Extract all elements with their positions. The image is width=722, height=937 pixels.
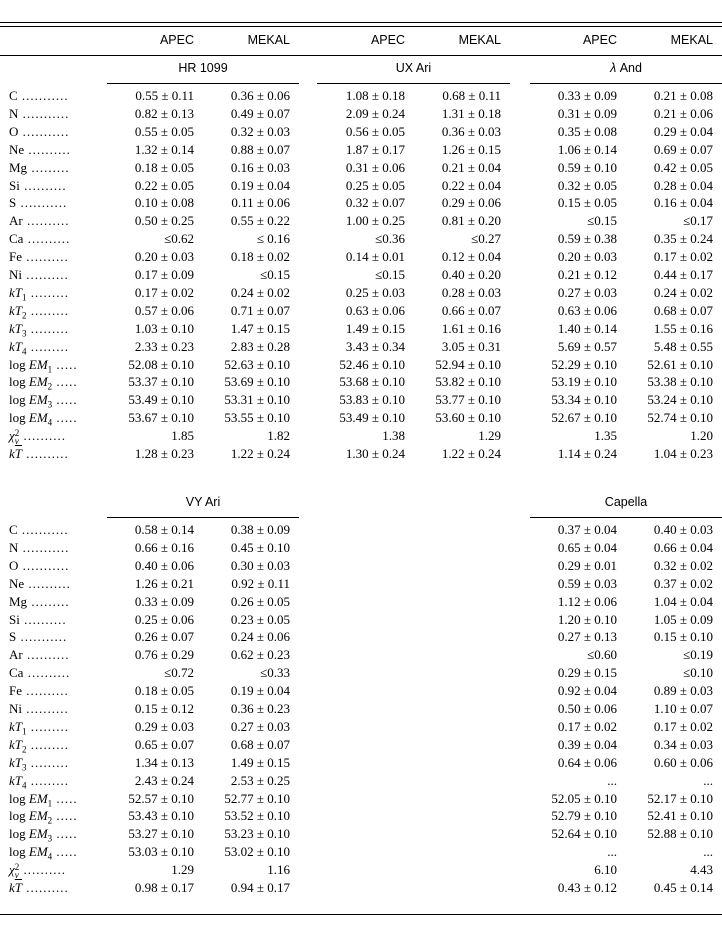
- table-cell: 53.19 ± 0.10: [551, 374, 617, 390]
- table-cell: 0.36 ± 0.06: [230, 88, 290, 103]
- row-label: Ne ..........: [9, 141, 71, 157]
- table-cell: 5.48 ± 0.55: [653, 338, 713, 354]
- table-cell: 2.09 ± 0.24: [345, 105, 405, 121]
- table-cell: ...: [703, 772, 713, 788]
- table-cell: 0.17 ± 0.02: [557, 718, 617, 734]
- table-cell: ≤ 0.16: [256, 231, 290, 247]
- table-cell: 1.22 ± 0.24: [230, 446, 290, 461]
- table-cell: 52.94 ± 0.10: [435, 356, 501, 372]
- table-cell: 0.19 ± 0.04: [230, 177, 290, 193]
- table-cell: 53.38 ± 0.10: [647, 374, 713, 390]
- table-cell: 0.17 ± 0.02: [134, 284, 194, 300]
- table-cell: 0.32 ± 0.07: [345, 195, 405, 211]
- row-label: S ...........: [9, 629, 68, 645]
- table-cell: 53.43 ± 0.10: [128, 808, 194, 824]
- table-cell: 0.15 ± 0.10: [653, 629, 713, 645]
- table-cell: 1.38: [382, 428, 405, 444]
- table-cell: ≤0.15: [375, 267, 405, 282]
- table-cell: 0.59 ± 0.10: [557, 159, 617, 175]
- table-cell: 0.57 ± 0.06: [134, 302, 194, 318]
- row-label: $k\overline{T}$ ..........: [9, 880, 69, 895]
- table-cell: 0.35 ± 0.08: [557, 123, 617, 139]
- row-label: Ne ..........: [9, 575, 71, 591]
- group-underline: [317, 83, 510, 84]
- table-cell: 0.10 ± 0.08: [134, 195, 194, 211]
- table-cell: 0.26 ± 0.05: [230, 593, 290, 609]
- table-cell: 0.66 ± 0.16: [134, 539, 194, 555]
- table-cell: ≤0.36: [375, 231, 405, 247]
- row-label: $\log EM_4$ .....: [9, 844, 78, 862]
- table-cell: 0.30 ± 0.03: [230, 557, 290, 573]
- table-cell: 2.33 ± 0.23: [134, 338, 194, 354]
- table-cell: 5.69 ± 0.57: [557, 338, 617, 354]
- row-label: $kT_4$ .........: [9, 338, 69, 357]
- table-cell: 0.65 ± 0.07: [134, 736, 194, 752]
- group-title: Capella: [604, 495, 648, 509]
- table-cell: 0.38 ± 0.09: [230, 522, 290, 537]
- table-cell: 2.43 ± 0.24: [134, 772, 194, 788]
- table-cell: 53.67 ± 0.10: [128, 410, 194, 426]
- table-cell: 53.31 ± 0.10: [224, 392, 290, 408]
- table-cell: 0.21 ± 0.06: [653, 105, 713, 121]
- table-cell: 52.29 ± 0.10: [551, 356, 617, 372]
- table-cell: 0.65 ± 0.04: [557, 539, 617, 555]
- table-cell: 1.20: [690, 428, 713, 444]
- table-cell: 1.47 ± 0.15: [230, 320, 290, 336]
- row-label: Fe ..........: [9, 249, 69, 265]
- table-cell: 1.00 ± 0.25: [345, 213, 405, 229]
- table-cell: 0.92 ± 0.04: [557, 683, 617, 699]
- row-label: $\log EM_1$ .....: [9, 790, 78, 809]
- row-label: Ca ..........: [9, 231, 71, 247]
- row-label: $kT_1$ .........: [9, 718, 69, 737]
- row-label: $kT_2$ .........: [9, 302, 69, 321]
- row-label: $kT_1$ .........: [9, 284, 69, 303]
- table-cell: ≤0.15: [587, 213, 617, 229]
- table-cell: 53.77 ± 0.10: [435, 392, 501, 408]
- column-header: MEKAL: [458, 33, 501, 47]
- table-cell: 0.24 ± 0.02: [653, 284, 713, 300]
- table-cell: 1.85: [171, 428, 194, 444]
- table-cell: 0.24 ± 0.06: [230, 629, 290, 645]
- row-label: $\log EM_2$ .....: [9, 374, 78, 392]
- table-cell: 1.55 ± 0.16: [653, 320, 713, 336]
- table-cell: 1.30 ± 0.24: [345, 446, 405, 461]
- table-cell: ≤0.15: [260, 267, 290, 282]
- table-cell: 53.55 ± 0.10: [224, 410, 290, 426]
- table-cell: 0.18 ± 0.05: [134, 683, 194, 699]
- table-cell: 52.61 ± 0.10: [647, 356, 713, 372]
- table-cell: 0.18 ± 0.05: [134, 159, 194, 175]
- table-cell: 0.11 ± 0.06: [231, 195, 290, 211]
- row-label: χ 2 ν ..........: [9, 862, 66, 881]
- table-cell: 53.82 ± 0.10: [435, 374, 501, 390]
- table-cell: 1.34 ± 0.13: [134, 754, 194, 770]
- table-cell: 52.77 ± 0.10: [224, 790, 290, 806]
- table-cell: 0.31 ± 0.09: [557, 105, 617, 121]
- table-cell: 1.35: [594, 428, 617, 444]
- table-cell: 0.29 ± 0.15: [557, 665, 617, 681]
- table-cell: 0.28 ± 0.04: [653, 177, 713, 193]
- table-cell: 1.04 ± 0.04: [653, 593, 713, 609]
- table-cell: 1.05 ± 0.09: [653, 611, 713, 627]
- table-cell: 1.29: [171, 862, 194, 878]
- table-cell: 0.37 ± 0.04: [557, 522, 617, 537]
- table-cell: 0.27 ± 0.03: [230, 718, 290, 734]
- table-cell: 0.34 ± 0.03: [653, 736, 713, 752]
- table-cell: 0.58 ± 0.14: [134, 522, 194, 537]
- table-cell: 0.15 ± 0.05: [557, 195, 617, 211]
- table-cell: 0.16 ± 0.03: [230, 159, 290, 175]
- row-label: Mg .........: [9, 159, 70, 175]
- table-cell: 0.27 ± 0.03: [557, 284, 617, 300]
- table-cell: 0.25 ± 0.05: [345, 177, 405, 193]
- table-cell: 0.17 ± 0.09: [134, 267, 194, 282]
- table-cell: 0.25 ± 0.03: [345, 284, 405, 300]
- table-cell: 52.08 ± 0.10: [128, 356, 194, 372]
- table-cell: 1.28 ± 0.23: [134, 446, 194, 461]
- table-cell: 3.05 ± 0.31: [441, 338, 501, 354]
- table-cell: 0.82 ± 0.13: [134, 105, 194, 121]
- row-label: Mg .........: [9, 593, 70, 609]
- table-cell: 6.10: [594, 862, 617, 878]
- table-cell: 52.57 ± 0.10: [128, 790, 194, 806]
- table-cell: 0.32 ± 0.02: [653, 557, 713, 573]
- table-cell: 0.20 ± 0.03: [557, 249, 617, 265]
- table-cell: 0.19 ± 0.04: [230, 683, 290, 699]
- table-cell: 0.63 ± 0.06: [557, 302, 617, 318]
- table-cell: 53.69 ± 0.10: [224, 374, 290, 390]
- table-cell: ≤0.33: [260, 665, 290, 681]
- row-label: $kT_3$ .........: [9, 754, 69, 773]
- table-cell: 53.34 ± 0.10: [551, 392, 617, 408]
- table-cell: 52.63 ± 0.10: [224, 356, 290, 372]
- table-cell: 0.37 ± 0.02: [653, 575, 713, 591]
- table-cell: 0.66 ± 0.07: [441, 302, 501, 318]
- table-cell: 3.43 ± 0.34: [345, 338, 405, 354]
- table-cell: 1.14 ± 0.24: [557, 446, 617, 461]
- row-label: Fe ..........: [9, 683, 69, 699]
- table-cell: 0.18 ± 0.02: [230, 249, 290, 265]
- table-cell: 0.24 ± 0.02: [230, 284, 290, 300]
- table-cell: 52.05 ± 0.10: [551, 790, 617, 806]
- table-cell: 0.40 ± 0.20: [441, 267, 501, 282]
- row-label: $kT_4$ .........: [9, 772, 69, 791]
- column-header: MEKAL: [670, 33, 713, 47]
- table-cell: 1.31 ± 0.18: [441, 105, 501, 121]
- table-cell: 4.43: [690, 862, 713, 878]
- table-cell: 1.82: [267, 428, 290, 444]
- row-label: $\log EM_3$ .....: [9, 392, 78, 410]
- table-cell: ≤0.72: [164, 665, 194, 681]
- row-label: Si ..........: [9, 177, 67, 193]
- group-title: VY Ari: [185, 495, 221, 509]
- table-cell: 0.22 ± 0.05: [134, 177, 194, 193]
- row-label: Si ..........: [9, 611, 67, 627]
- table-cell: 0.15 ± 0.12: [134, 701, 194, 716]
- row-label: O ...........: [9, 123, 70, 139]
- table-cell: 0.59 ± 0.03: [557, 575, 617, 591]
- table-cell: 0.42 ± 0.05: [653, 159, 713, 175]
- table-cell: 1.26 ± 0.21: [134, 575, 194, 591]
- table-cell: 0.50 ± 0.06: [557, 701, 617, 716]
- table-cell: 0.39 ± 0.04: [557, 736, 617, 752]
- table-cell: 0.69 ± 0.07: [653, 141, 713, 157]
- table-cell: 53.49 ± 0.10: [128, 392, 194, 408]
- table-cell: 53.23 ± 0.10: [224, 826, 290, 842]
- table-cell: 0.50 ± 0.25: [134, 213, 194, 229]
- table-cell: 0.25 ± 0.06: [134, 611, 194, 627]
- column-header: APEC: [159, 33, 194, 47]
- row-label: N ...........: [9, 105, 70, 121]
- table-cell: 1.12 ± 0.06: [557, 593, 617, 609]
- table-cell: 0.98 ± 0.17: [134, 880, 194, 895]
- table-cell: 53.60 ± 0.10: [435, 410, 501, 426]
- table-cell: 0.59 ± 0.38: [557, 231, 617, 247]
- table-cell: 1.40 ± 0.14: [557, 320, 617, 336]
- table-cell: 0.33 ± 0.09: [134, 593, 194, 609]
- table-cell: ...: [607, 772, 617, 788]
- table-cell: 1.61 ± 0.16: [441, 320, 501, 336]
- table-cell: 0.60 ± 0.06: [653, 754, 713, 770]
- table-cell: ...: [703, 844, 713, 860]
- row-label: O ...........: [9, 557, 70, 573]
- table-cell: 0.29 ± 0.01: [557, 557, 617, 573]
- table-cell: ≤0.62: [164, 231, 194, 247]
- table-cell: 0.45 ± 0.10: [230, 539, 290, 555]
- group-underline: [530, 83, 722, 84]
- table-cell: 0.29 ± 0.03: [134, 718, 194, 734]
- row-label: $kT_3$ .........: [9, 320, 69, 339]
- table-cell: 53.24 ± 0.10: [647, 392, 713, 408]
- table-cell: 0.94 ± 0.17: [230, 880, 290, 895]
- table-cell: 0.20 ± 0.03: [134, 249, 194, 265]
- table-cell: 0.16 ± 0.04: [653, 195, 713, 211]
- table-cell: 0.23 ± 0.05: [230, 611, 290, 627]
- row-label: C ...........: [9, 522, 69, 537]
- table-cell: 0.21 ± 0.04: [441, 159, 501, 175]
- table-cell: 1.20 ± 0.10: [557, 611, 617, 627]
- table-cell: 52.17 ± 0.10: [647, 790, 713, 806]
- table-cell: 0.17 ± 0.02: [653, 718, 713, 734]
- row-label: S ...........: [9, 195, 68, 211]
- row-label: $k\overline{T}$ ..........: [9, 446, 69, 461]
- group-underline: [107, 517, 299, 518]
- table-cell: 0.32 ± 0.05: [557, 177, 617, 193]
- table-cell: 1.06 ± 0.14: [557, 141, 617, 157]
- table-cell: 53.37 ± 0.10: [128, 374, 194, 390]
- table-cell: 0.28 ± 0.03: [441, 284, 501, 300]
- table-cell: 1.10 ± 0.07: [653, 701, 713, 716]
- table-cell: 53.68 ± 0.10: [339, 374, 405, 390]
- table-cell: 52.88 ± 0.10: [647, 826, 713, 842]
- table-cell: 0.56 ± 0.05: [345, 123, 405, 139]
- table-cell: 53.03 ± 0.10: [128, 844, 194, 860]
- table-cell: 0.92 ± 0.11: [231, 575, 290, 591]
- table-cell: 0.66 ± 0.04: [653, 539, 713, 555]
- table-cell: 0.88 ± 0.07: [230, 141, 290, 157]
- group-title: λ And: [610, 61, 642, 75]
- table-cell: 0.43 ± 0.12: [557, 880, 617, 895]
- row-label: Ni ..........: [9, 701, 69, 716]
- top-rule: [0, 22, 722, 23]
- table-cell: 0.21 ± 0.08: [653, 88, 713, 103]
- table-cell: 2.53 ± 0.25: [230, 772, 290, 788]
- row-label: Ni ..........: [9, 267, 69, 282]
- row-label: $\log EM_3$ .....: [9, 826, 78, 844]
- table-cell: 0.22 ± 0.04: [441, 177, 501, 193]
- table-cell: ...: [607, 844, 617, 860]
- table-cell: 1.49 ± 0.15: [345, 320, 405, 336]
- table-cell: 0.55 ± 0.22: [230, 213, 290, 229]
- row-label: $\log EM_1$ .....: [9, 356, 78, 375]
- column-header: MEKAL: [247, 33, 290, 47]
- row-label: Ca ..........: [9, 665, 71, 681]
- table-cell: 53.83 ± 0.10: [339, 392, 405, 408]
- table-cell: 1.08 ± 0.18: [345, 88, 405, 103]
- table-cell: 0.32 ± 0.03: [230, 123, 290, 139]
- table-cell: ≤0.10: [683, 665, 713, 681]
- table-cell: 0.71 ± 0.07: [230, 302, 290, 318]
- row-label: $kT_2$ .........: [9, 736, 69, 755]
- group-title: HR 1099: [178, 61, 228, 75]
- table-cell: 0.55 ± 0.05: [134, 123, 194, 139]
- table-cell: 1.16: [267, 862, 290, 878]
- table-cell: 0.35 ± 0.24: [653, 231, 713, 247]
- table-cell: 0.68 ± 0.11: [442, 88, 501, 103]
- table-cell: 0.31 ± 0.06: [345, 159, 405, 175]
- table-cell: ≤0.19: [683, 647, 713, 663]
- row-label: $\log EM_2$ .....: [9, 808, 78, 826]
- table-cell: 1.87 ± 0.17: [345, 141, 405, 157]
- column-header: APEC: [582, 33, 617, 47]
- table-cell: 0.55 ± 0.11: [135, 88, 194, 103]
- group-underline: [107, 83, 299, 84]
- table-cell: 0.89 ± 0.03: [653, 683, 713, 699]
- header-rule: [0, 55, 722, 56]
- table-cell: 52.79 ± 0.10: [551, 808, 617, 824]
- table-cell: 1.22 ± 0.24: [441, 446, 501, 461]
- table-cell: 0.21 ± 0.12: [557, 267, 617, 282]
- table-cell: 0.68 ± 0.07: [230, 736, 290, 752]
- table-cell: 0.68 ± 0.07: [653, 302, 713, 318]
- table-cell: 0.12 ± 0.04: [441, 249, 501, 265]
- row-label: Ar ..........: [9, 213, 70, 229]
- table-cell: 52.67 ± 0.10: [551, 410, 617, 426]
- table-cell: 1.49 ± 0.15: [230, 754, 290, 770]
- table-cell: 0.40 ± 0.06: [134, 557, 194, 573]
- row-label: C ...........: [9, 88, 69, 103]
- table-cell: ≤0.60: [587, 647, 617, 663]
- table-cell: 1.32 ± 0.14: [134, 141, 194, 157]
- table-cell: 0.26 ± 0.07: [134, 629, 194, 645]
- table-cell: 2.83 ± 0.28: [230, 338, 290, 354]
- table-cell: 0.14 ± 0.01: [345, 249, 405, 265]
- table-cell: 0.36 ± 0.23: [230, 701, 290, 716]
- table-cell: 52.41 ± 0.10: [647, 808, 713, 824]
- table-cell: 0.27 ± 0.13: [557, 629, 617, 645]
- table-cell: 52.74 ± 0.10: [647, 410, 713, 426]
- table-cell: ≤0.17: [683, 213, 713, 229]
- table-cell: 0.76 ± 0.29: [134, 647, 194, 663]
- table-cell: 0.36 ± 0.03: [441, 123, 501, 139]
- table-cell: 53.49 ± 0.10: [339, 410, 405, 426]
- row-label: N ...........: [9, 539, 70, 555]
- column-header: APEC: [370, 33, 405, 47]
- table-cell: 0.49 ± 0.07: [230, 105, 290, 121]
- table-cell: 53.52 ± 0.10: [224, 808, 290, 824]
- table-cell: 1.03 ± 0.10: [134, 320, 194, 336]
- table-cell: ≤0.27: [471, 231, 501, 247]
- top-rule-2: [0, 26, 722, 27]
- table-cell: 1.26 ± 0.15: [441, 141, 501, 157]
- table-cell: 0.29 ± 0.06: [441, 195, 501, 211]
- bottom-rule: [0, 914, 722, 915]
- row-label: Ar ..........: [9, 647, 70, 663]
- table-cell: 0.29 ± 0.04: [653, 123, 713, 139]
- table-cell: 53.02 ± 0.10: [224, 844, 290, 860]
- row-label: $\log EM_4$ .....: [9, 410, 78, 428]
- table-cell: 0.17 ± 0.02: [653, 249, 713, 265]
- table-cell: 52.64 ± 0.10: [551, 826, 617, 842]
- table-cell: 0.40 ± 0.03: [653, 522, 713, 537]
- table-cell: 53.27 ± 0.10: [128, 826, 194, 842]
- table-cell: 0.33 ± 0.09: [557, 88, 617, 103]
- table-cell: 0.44 ± 0.17: [653, 267, 713, 282]
- table-cell: 0.45 ± 0.14: [653, 880, 713, 895]
- table-cell: 0.63 ± 0.06: [345, 302, 405, 318]
- table-cell: 1.29: [478, 428, 501, 444]
- group-underline: [530, 517, 722, 518]
- group-title: UX Ari: [395, 61, 432, 75]
- table-cell: 1.04 ± 0.23: [653, 446, 713, 461]
- table-cell: 0.81 ± 0.20: [441, 213, 501, 229]
- table-cell: 0.62 ± 0.23: [230, 647, 290, 663]
- table-cell: 0.64 ± 0.06: [557, 754, 617, 770]
- table-cell: 52.46 ± 0.10: [339, 356, 405, 372]
- row-label: χ 2 ν ..........: [9, 428, 66, 447]
